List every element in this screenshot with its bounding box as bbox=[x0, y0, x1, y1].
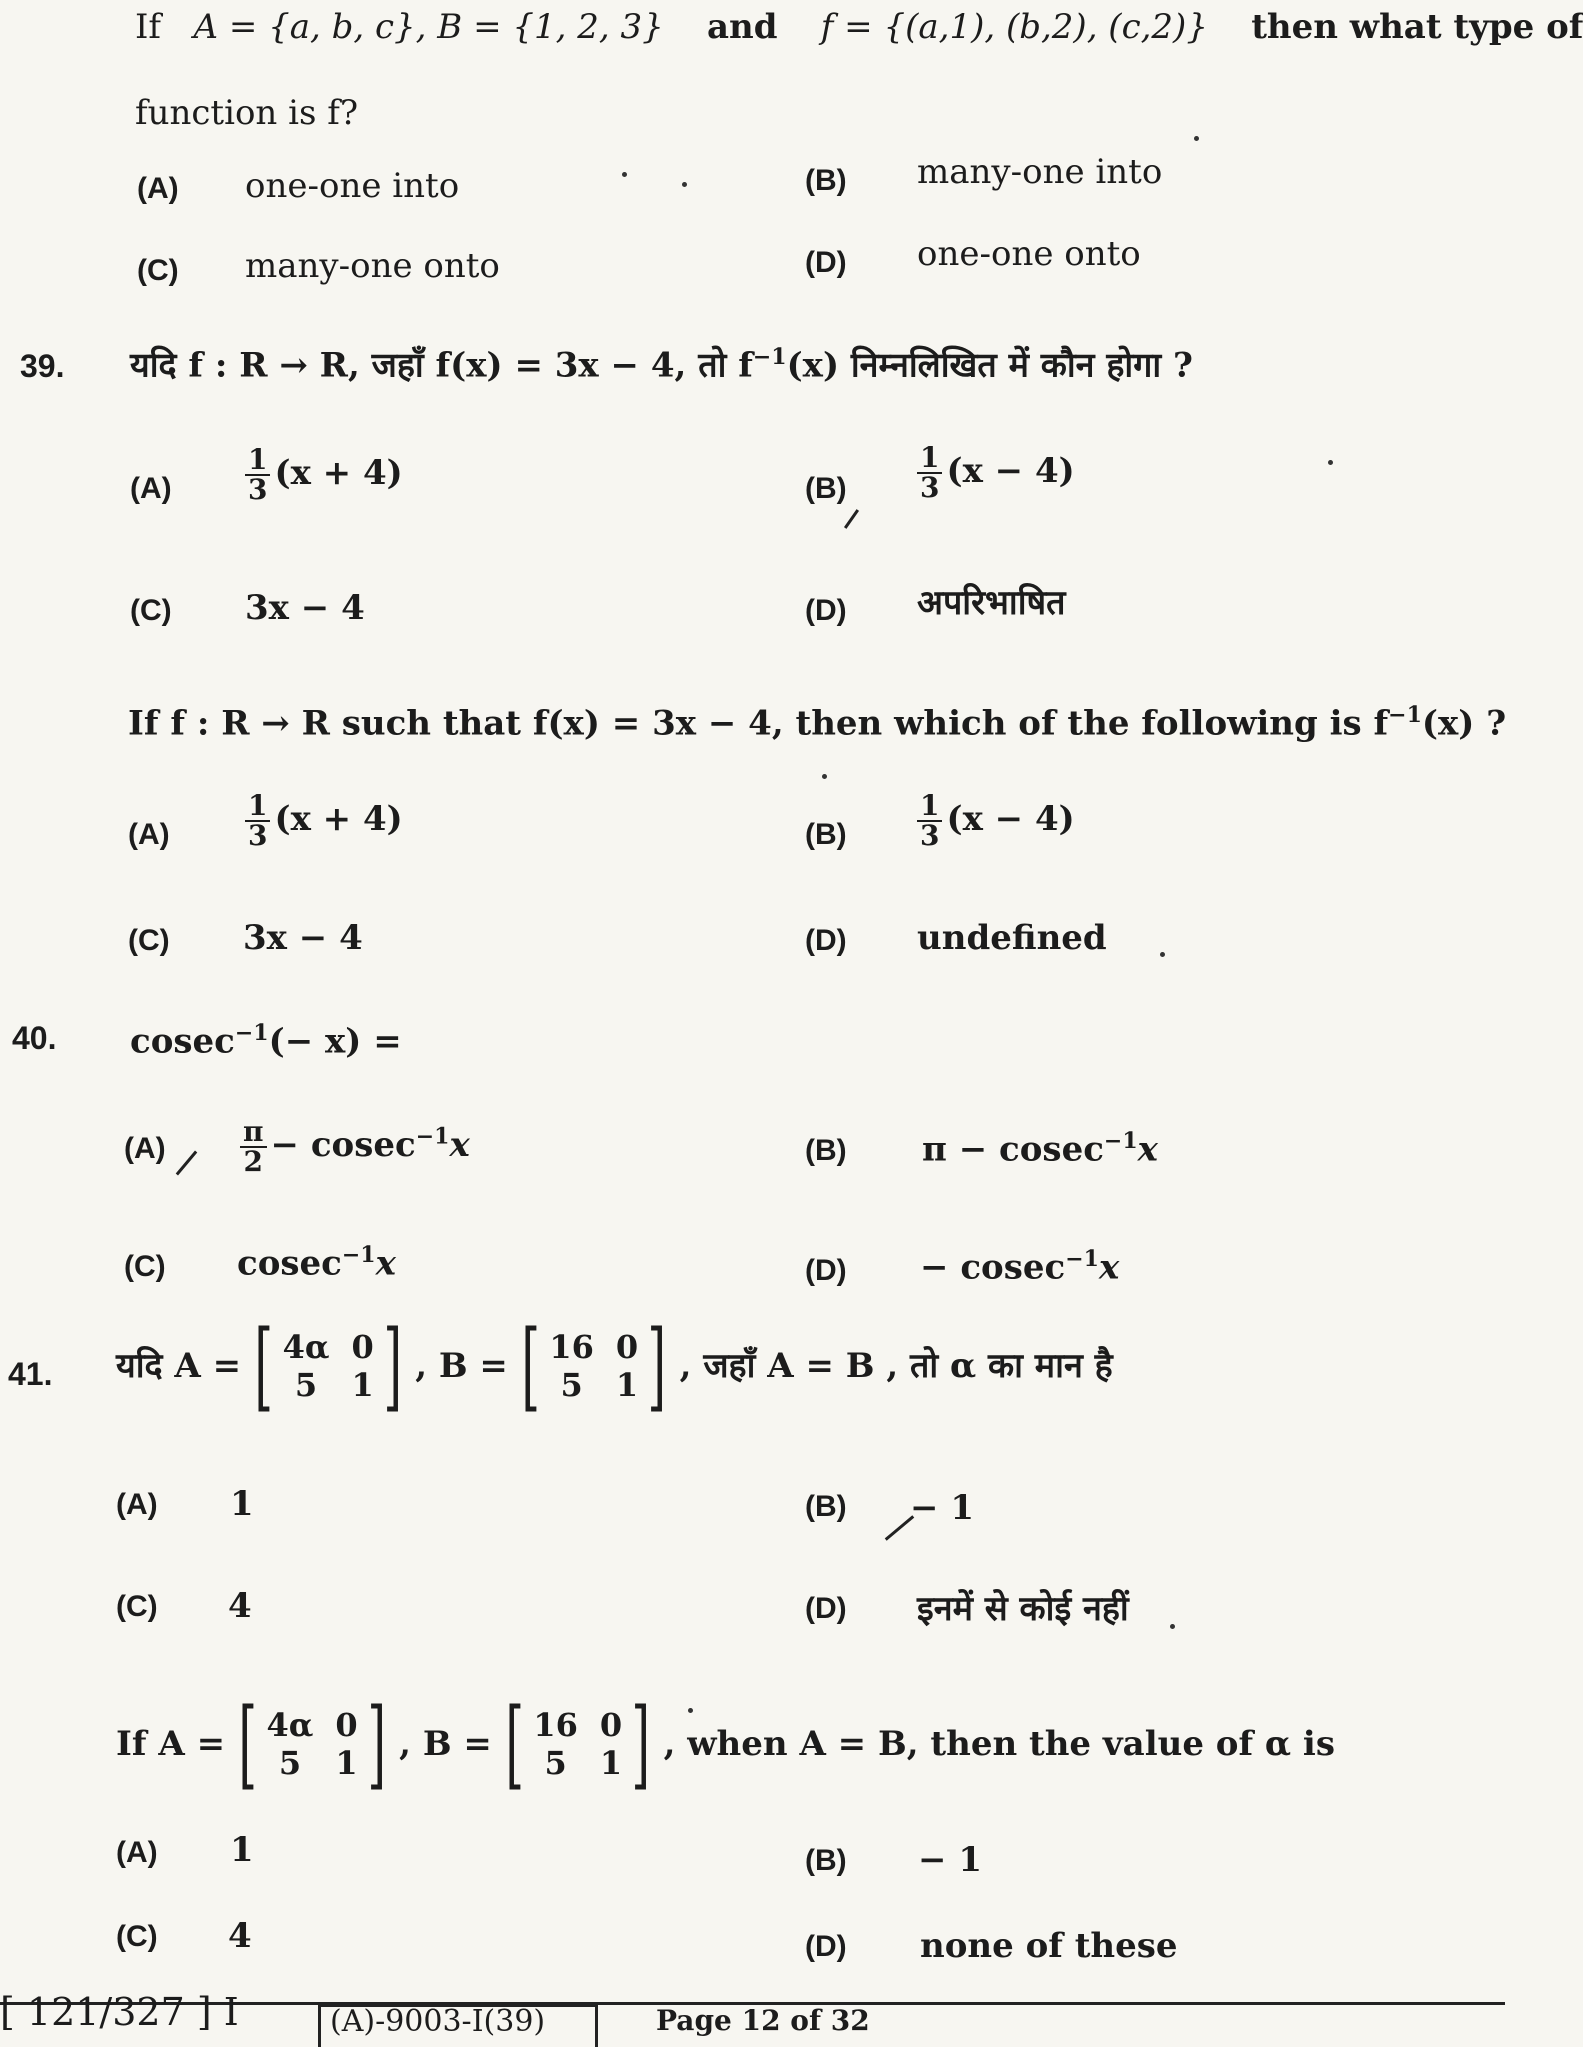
q39-english-stem: If f : R → R such that f(x) = 3x − 4, then which of the following is $f^{-1}(x)$ ? bbox=[128, 702, 1507, 744]
q41-hindi-option-a-label: (A) bbox=[116, 1488, 158, 1521]
q39-english-option-d-label: (D) bbox=[805, 924, 847, 957]
matrix-b: [ 16 0 5 1 ] bbox=[521, 1310, 667, 1422]
q38-option-a-label: (A) bbox=[137, 172, 179, 205]
q41-hindi-option-b-label: (B) bbox=[805, 1490, 847, 1523]
q39-english-option-a: $\frac{1}{3}$ (x + 4) bbox=[245, 792, 403, 850]
fraction: $\frac{1}{3}$ bbox=[917, 792, 942, 850]
q40-option-b-label: (B) bbox=[805, 1134, 847, 1167]
speck bbox=[822, 774, 827, 779]
q41-hindi-stem: यदि A = [ 4α 0 5 1 ] , B = [ 16 0 5 1 ] , जहाँ A = B , तो α का मान है bbox=[116, 1310, 1113, 1422]
q40-option-c-label: (C) bbox=[124, 1250, 166, 1283]
q38-option-a-text: one-one into bbox=[245, 166, 460, 206]
q39-hindi-option-a: $\frac{1}{3}$ (x + 4) bbox=[245, 446, 403, 504]
q41-english-option-c: 4 bbox=[228, 1916, 252, 1956]
matrix-a: [ 4α 0 5 1 ] bbox=[238, 1688, 386, 1800]
q38-option-b-label: (B) bbox=[805, 164, 847, 197]
q41-english-option-b-label: (B) bbox=[805, 1844, 847, 1877]
speck bbox=[688, 1708, 693, 1713]
q40-option-d: − cosec$^{-1}$x bbox=[920, 1246, 1120, 1288]
q38-stem-line1: If A = {a, b, c}, B = {1, 2, 3} and f = {(a,1), (b,2), (c,2)} then what type of bbox=[135, 7, 1583, 47]
q38-stem-line2: function is f? bbox=[135, 93, 359, 133]
q39-english-option-c-label: (C) bbox=[128, 924, 170, 957]
q41-hindi-option-d-label: (D) bbox=[805, 1592, 847, 1625]
speck bbox=[1170, 1624, 1175, 1629]
q39-hindi-option-d: अपरिभाषित bbox=[917, 583, 1066, 623]
q41-hindi-option-c-label: (C) bbox=[116, 1590, 158, 1623]
q41-english-option-d-label: (D) bbox=[805, 1930, 847, 1963]
speck bbox=[622, 172, 627, 177]
q39-english-option-d: undefined bbox=[917, 918, 1107, 958]
footer-page-number: Page 12 of 32 bbox=[656, 2004, 870, 2037]
speck bbox=[1194, 136, 1199, 141]
pen-tick-mark bbox=[844, 509, 859, 529]
q40-option-a-label: (A) bbox=[124, 1132, 166, 1165]
q39-hindi-option-d-label: (D) bbox=[805, 594, 847, 627]
q41-hindi-option-a: 1 bbox=[230, 1484, 254, 1524]
q40-option-a: $\frac{\pi}{2}$ − cosec$^{-1}$x bbox=[240, 1118, 470, 1176]
q41-english-option-c-label: (C) bbox=[116, 1920, 158, 1953]
q41-english-option-b: − 1 bbox=[918, 1840, 982, 1880]
q38-option-c-label: (C) bbox=[137, 254, 179, 287]
q38-option-d-label: (D) bbox=[805, 246, 847, 279]
fraction: $\frac{1}{3}$ bbox=[245, 446, 270, 504]
q39-hindi-option-c: 3x − 4 bbox=[245, 588, 365, 628]
q41-english-stem: If A = [ 4α 0 5 1 ] , B = [ 16 0 5 1 ] , when A = B, then the value of α is bbox=[116, 1688, 1335, 1800]
q41-english-option-a: 1 bbox=[230, 1830, 254, 1870]
q39-hindi-option-b-label: (B) bbox=[805, 472, 847, 505]
fraction: $\frac{1}{3}$ bbox=[245, 792, 270, 850]
q41-hindi-option-c: 4 bbox=[228, 1586, 252, 1626]
pen-tick-mark bbox=[176, 1151, 198, 1176]
q41-english-option-d: none of these bbox=[920, 1926, 1178, 1966]
q40-number: 40. bbox=[12, 1020, 57, 1056]
fraction: $\frac{\pi}{2}$ bbox=[240, 1118, 267, 1176]
q39-hindi-option-b: $\frac{1}{3}$ (x − 4) bbox=[917, 444, 1075, 502]
q39-english-option-a-label: (A) bbox=[128, 818, 170, 851]
q40-option-c: cosec$^{-1}$x bbox=[237, 1242, 396, 1284]
q40-option-d-label: (D) bbox=[805, 1254, 847, 1287]
q39-hindi-option-c-label: (C) bbox=[130, 594, 172, 627]
q38-option-b-text: many-one into bbox=[917, 152, 1163, 192]
q39-number: 39. bbox=[20, 348, 65, 384]
footer-box-text: (A)-9003-I(39) bbox=[330, 2004, 546, 2039]
q39-english-option-b: $\frac{1}{3}$ (x − 4) bbox=[917, 792, 1075, 850]
matrix-b: [ 16 0 5 1 ] bbox=[505, 1688, 651, 1800]
matrix-a: [ 4α 0 5 1 ] bbox=[254, 1310, 402, 1422]
q41-hindi-option-d: इनमें से कोई नहीं bbox=[917, 1589, 1129, 1629]
q39-hindi-option-a-label: (A) bbox=[130, 472, 172, 505]
q38-option-d-text: one-one onto bbox=[917, 234, 1141, 274]
q39-hindi-stem: यदि f : R → R, जहाँ f(x) = 3x − 4, तो $f^{-1}(x)$ निम्नलिखित में कौन होगा ? bbox=[130, 344, 1193, 386]
q41-english-option-a-label: (A) bbox=[116, 1836, 158, 1869]
q41-hindi-option-b: − 1 bbox=[910, 1488, 974, 1528]
fraction: $\frac{1}{3}$ bbox=[917, 444, 942, 502]
q38-option-c-text: many-one onto bbox=[245, 246, 500, 286]
speck bbox=[682, 182, 687, 187]
speck bbox=[1328, 460, 1333, 465]
q40-option-b: π − cosec$^{-1}$x bbox=[922, 1128, 1158, 1170]
footer-code: [ 121/327 ] I bbox=[0, 1990, 239, 2034]
q40-stem: cosec$^{-1}$(− x) = bbox=[130, 1020, 402, 1062]
q39-english-option-c: 3x − 4 bbox=[243, 918, 363, 958]
q41-number: 41. bbox=[8, 1356, 53, 1392]
q39-english-option-b-label: (B) bbox=[805, 818, 847, 851]
speck bbox=[1160, 952, 1165, 957]
